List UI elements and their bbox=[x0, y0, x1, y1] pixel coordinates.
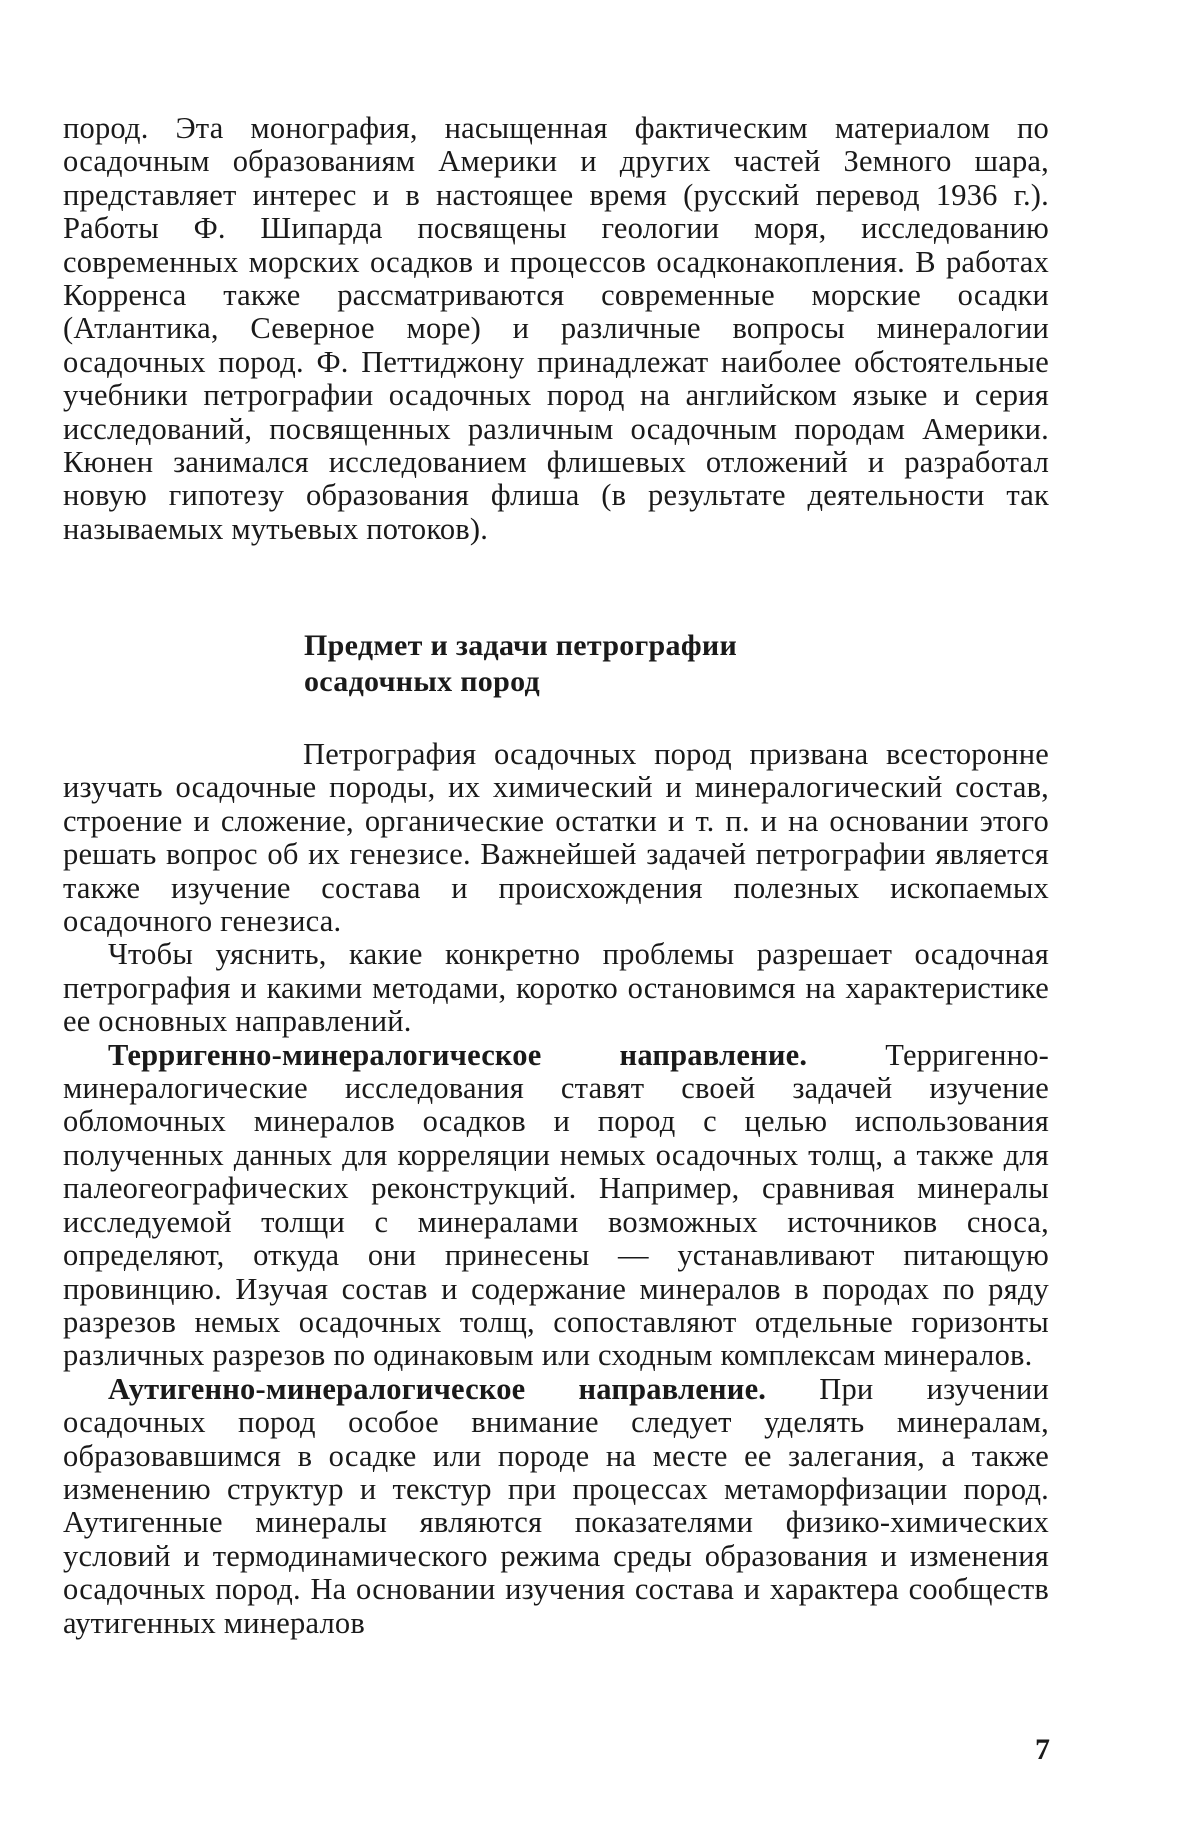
section-title-line-1: Предмет и задачи петрографии bbox=[304, 629, 738, 662]
section-title-line-2: осадочных пород bbox=[304, 665, 540, 698]
body-paragraph-2: Чтобы уяснить, какие конкретно проблемы разрешает осадочная петрография и какими методами, коротко остановимся на характеристике ее основных направлений. bbox=[63, 937, 1049, 1039]
intro-paragraph: пород. Эта монография, насыщенная фактическим материалом по осадочным образованиям Америки и других частей Земного шара, представляет интерес и в настоящее время (русский перевод 1936 г.). Работы Ф. Шипарда посвящены геологии моря, исследованию современных морских осадков и процессов осадконакопления. В работах Корренса также рассматриваются современные морские осадки (Атлантика, Северное море) и различные вопросы минералогии осадочных пород. Ф. Петтиджону принадлежат наиболее обстоятельные учебники петрографии осадочных пород на английском языке и серия исследований, посвященных различным осадочным породам Америки. Кюнен занимался исследованием флишевых отложений и разработал новую гипотезу образования флиша (в результате деятельности так называемых мутьевых потоков). bbox=[63, 111, 1049, 546]
authigenic-heading: Аутигенно-минералогическое направление. bbox=[108, 1371, 767, 1406]
authigenic-text: При изучении осадочных пород особое внимание следует уделять минералам, образовавшимся в осадке или породе на месте ее залегания, а также изменению структур и текстур при процессах метаморфизации пород. Аутигенные минералы являются показателями физико-химических условий и термодинамического режима среды образования и изменения осадочных пород. На основании изучения состава и характера сообществ аутигенных минералов bbox=[63, 1371, 1049, 1640]
page-number: 7 bbox=[1035, 1733, 1050, 1766]
section-title bbox=[304, 628, 737, 700]
intro-block bbox=[63, 112, 1049, 546]
body-paragraph-3 bbox=[63, 1039, 1049, 1373]
body-paragraph-4 bbox=[63, 1373, 1049, 1640]
terrigenous-heading: Терригенно-минералогическое направление. bbox=[108, 1037, 808, 1072]
body-paragraph-1: Петрография осадочных пород призвана всесторонне изучать осадочные породы, их химический и минералогический состав, строение и сложение, органические остатки и т. п. и на основании этого решать вопрос об их генезисе. Важнейшей задачей петрографии является также изучение состава и происхождения полезных ископаемых осадочного генезиса. bbox=[63, 737, 1049, 939]
body-block bbox=[63, 738, 1049, 1640]
terrigenous-text: Терригенно-минералогические исследования ставят своей задачей изучение обломочных минералов осадков и пород с целью использования полученных данных для корреляции немых осадочных толщ, а также для палеогеографических реконструкций. Например, сравнивая минералы исследуемой толщи с минералами возможных источников сноса, определяют, откуда они принесены — устанавливают питающую провинцию. Изучая состав и содержание минералов в породах по ряду разрезов немых осадочных толщ, сопоставляют отдельные горизонты различных разрезов по одинаковым или сходным комплексам минералов. bbox=[63, 1037, 1049, 1373]
